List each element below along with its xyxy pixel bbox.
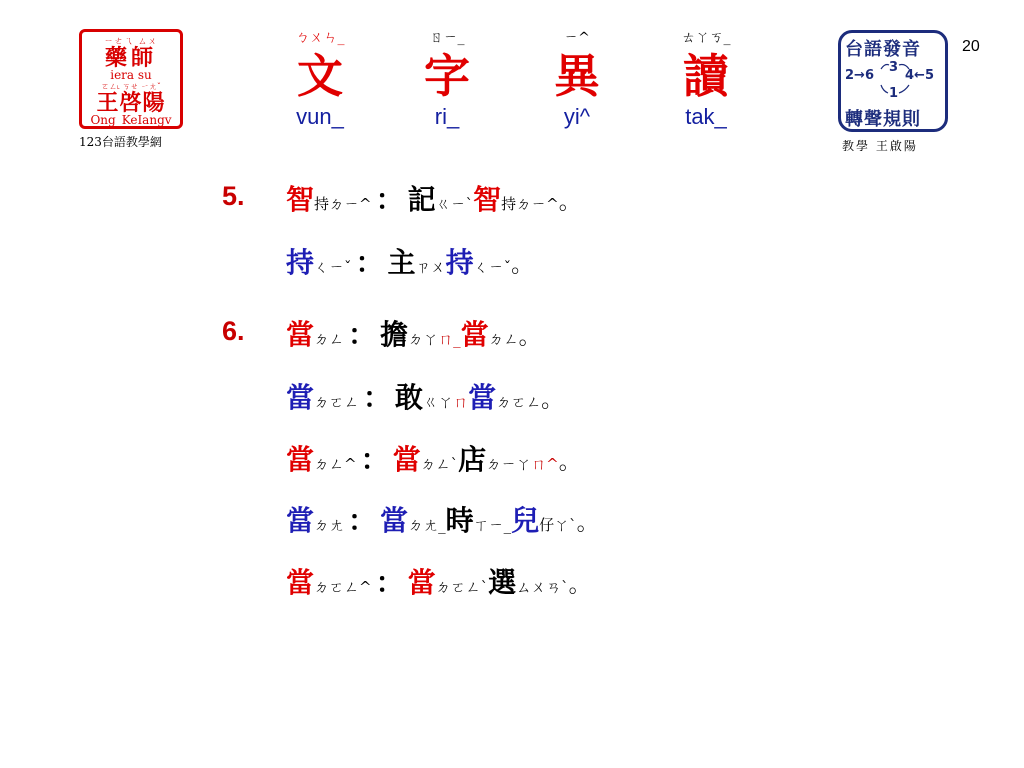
line-zhuyin: ㄉㄥ <box>488 330 519 348</box>
section-number: 5. <box>222 181 245 211</box>
line-colon: ： <box>355 246 384 279</box>
line-period: 。 <box>518 325 541 350</box>
content-line <box>286 563 591 603</box>
line-zhuyin: ㄉㄧㄚ <box>486 455 532 473</box>
arrow-icon <box>881 85 888 93</box>
line-hanzi: 當 <box>468 381 497 414</box>
line-colon: ： <box>348 504 377 537</box>
content-line <box>286 378 563 418</box>
line-period: 。 <box>511 253 534 278</box>
line-zhuyin: ㄉㄥ <box>314 330 345 348</box>
line-hanzi: 敢 <box>395 381 424 414</box>
seal-roman-bottom: Ong_KeIangv <box>90 113 172 127</box>
line-zhuyin: ㄑㄧˇ <box>314 258 352 276</box>
line-period: 。 <box>558 190 581 215</box>
line-hanzi: 持 <box>445 246 474 279</box>
line-hanzi: 持 <box>286 246 315 279</box>
line-hanzi: 當 <box>392 443 421 476</box>
line-period: 。 <box>576 511 599 536</box>
logo-title: 台語發音 <box>845 39 921 60</box>
line-hanzi: 當 <box>286 566 315 599</box>
line-colon: ： <box>348 318 377 351</box>
line-hanzi: 擔 <box>380 318 409 351</box>
line-zhuyin: ㄍㄧˋ <box>435 195 474 213</box>
teacher-caption: 教學 王啟陽 <box>842 139 918 153</box>
line-hanzi: 當 <box>286 443 315 476</box>
tone-label-top: 3 <box>889 60 899 75</box>
page-number: 20 <box>962 38 980 55</box>
line-hanzi: 當 <box>380 504 409 537</box>
line-zhuyin: 持ㄉㄧ^ <box>501 195 559 213</box>
line-colon: ： <box>360 443 389 476</box>
header-char: 字 <box>424 49 470 103</box>
content-line <box>286 440 581 480</box>
line-zhuyin: ㄉㄚ <box>408 330 439 348</box>
content-line <box>286 180 581 220</box>
line-colon: ： <box>375 183 404 216</box>
line-hanzi: 當 <box>460 318 489 351</box>
line-hanzi: 當 <box>286 381 315 414</box>
header-zhuyin: ㄊㄚㄎ_ <box>681 30 731 46</box>
tone-rule-logo <box>838 30 948 132</box>
line-hanzi: 當 <box>407 566 436 599</box>
header-zhuyin: ㄖㄧ_ <box>429 30 465 46</box>
seal-chinese-bottom: 王啓陽 <box>96 90 166 116</box>
content-line <box>286 501 599 541</box>
seal-zhuyin-bottom: ㄛㄥ˪ ㄎㄝ ㄧㄤˇ <box>101 82 161 91</box>
line-hanzi: 當 <box>286 504 315 537</box>
line-zhuyin: 仔ㄚˋ <box>539 516 577 534</box>
line-zhuyin: ㄙㄨㄢˋ <box>516 578 569 596</box>
line-hanzi: 選 <box>488 566 517 599</box>
author-seal-logo <box>79 29 183 129</box>
tone-cycle-diagram <box>841 57 945 105</box>
header-roman: vun_ <box>296 104 344 129</box>
tone-label-left: 2→6 <box>845 68 874 83</box>
header-col-2 <box>392 28 502 130</box>
header-zhuyin: ㄧ^ <box>564 30 590 46</box>
seal-chinese-top: 藥師 <box>104 45 157 71</box>
seal-roman-top: iera su <box>110 68 152 82</box>
line-zhuyin: ㄇ_ <box>438 330 461 348</box>
header-roman: yi^ <box>563 104 591 129</box>
content-line <box>286 243 533 283</box>
line-zhuyin: ㄉㄥˋ <box>420 455 459 473</box>
line-colon: ： <box>375 566 404 599</box>
arrow-icon <box>881 65 889 70</box>
header-col-1 <box>265 28 375 130</box>
line-zhuyin: ㄉㄛㄥˋ <box>435 578 489 596</box>
line-zhuyin: ㄇ <box>453 393 469 411</box>
line-hanzi: 店 <box>458 443 487 476</box>
line-period: 。 <box>568 573 591 598</box>
header-col-4 <box>651 28 761 130</box>
header-col-3 <box>522 28 632 130</box>
header-char: 讀 <box>683 49 729 103</box>
header-zhuyin: ㄅㄨㄣ_ <box>295 30 345 46</box>
line-hanzi: 智 <box>473 183 502 216</box>
seal-zhuyin-top: ㄧㄜㄟ ㄙㄨ <box>104 37 158 47</box>
content-line <box>286 315 541 355</box>
arrow-icon <box>899 85 909 93</box>
header-roman: ri_ <box>434 104 460 129</box>
line-zhuyin: ㄉㄛㄥ <box>314 393 360 411</box>
line-zhuyin: ㄉㄥ^ <box>314 455 357 473</box>
line-zhuyin: ㄉㄤ_ <box>408 516 446 534</box>
line-hanzi: 當 <box>286 318 315 351</box>
header-char: 異 <box>554 49 600 103</box>
line-period: 。 <box>541 388 564 413</box>
line-zhuyin: ㄗㄨ <box>415 258 446 276</box>
line-zhuyin: 持ㄉㄧ^ <box>314 195 372 213</box>
line-zhuyin: ㄉㄤ <box>314 516 345 534</box>
line-period: 。 <box>558 450 581 475</box>
section-number: 6. <box>222 316 245 346</box>
line-zhuyin: ㄍㄚ <box>423 393 454 411</box>
line-zhuyin: ㄉㄛㄥ <box>496 393 542 411</box>
line-hanzi: 記 <box>407 183 436 216</box>
line-hanzi: 時 <box>445 504 474 537</box>
line-zhuyin: ㄉㄛㄥ^ <box>314 578 372 596</box>
line-zhuyin: ㄑㄧˇ <box>473 258 512 276</box>
header-roman: tak_ <box>685 104 727 129</box>
line-hanzi: 兒 <box>511 504 540 537</box>
line-hanzi: 智 <box>286 183 315 216</box>
site-caption: 123台語教學網 <box>79 135 162 149</box>
line-zhuyin: ㄇ^ <box>531 455 559 473</box>
logo-bottom: 轉聲規則 <box>845 109 921 130</box>
line-colon: ： <box>363 381 392 414</box>
line-zhuyin: ㄒㄧ_ <box>473 516 512 534</box>
header-char: 文 <box>297 49 343 103</box>
tone-label-bottom: 1 <box>889 86 899 101</box>
line-hanzi: 主 <box>387 246 416 279</box>
tone-label-right: 4←5 <box>905 68 934 83</box>
